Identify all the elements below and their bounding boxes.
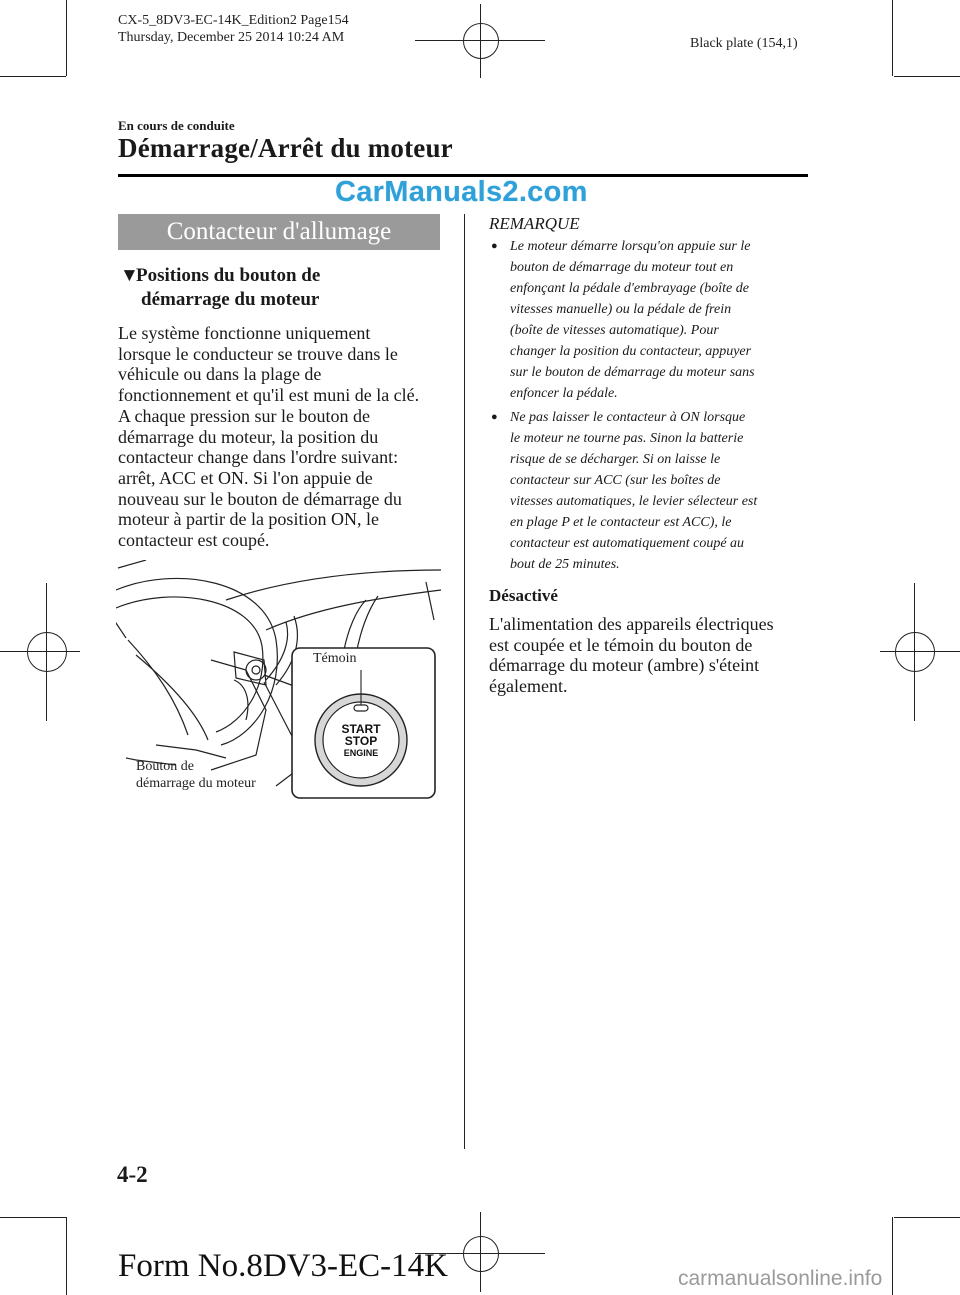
watermark: CarManuals2.com [335, 176, 588, 208]
file-info-line2: Thursday, December 25 2014 10:24 AM [118, 30, 345, 45]
note-line: le moteur ne tourne pas. Sinon la batterie [510, 431, 744, 446]
note-line: sur le bouton de démarrage du moteur sans [510, 365, 755, 380]
button-text-start: START [341, 722, 381, 736]
section-banner: Contacteur d'allumage [118, 214, 440, 250]
note-line: risque de se décharger. Si on laisse le [510, 452, 721, 467]
form-number: Form No.8DV3-EC-14K [118, 1248, 448, 1284]
note-item [489, 407, 804, 575]
start-stop-button-text [321, 723, 401, 759]
note-title: REMARQUE [489, 214, 580, 233]
body-line: A chaque pression sur le bouton de [118, 405, 370, 426]
body-line: arrêt, ACC et ON. Si l'on appuie de [118, 467, 373, 488]
note-line: Le moteur démarre lorsqu'on appuie sur le [510, 239, 751, 254]
note-line: vitesses automatiques, le levier sélecteur est [510, 494, 758, 509]
note-line: changer la position du contacteur, appuyer [510, 344, 752, 359]
start-button-figure [116, 560, 446, 805]
button-text-stop: STOP [344, 734, 378, 748]
subheading-line1: Positions du bouton de [136, 265, 321, 286]
footer-watermark: carmanualsonline.info [678, 1267, 883, 1290]
body-line: fonctionnement et qu'il est muni de la clé. [118, 385, 420, 406]
note-line: bouton de démarrage du moteur tout en [510, 260, 734, 275]
off-line: démarrage du moteur (ambre) s'éteint [489, 655, 760, 676]
triangle-marker-icon: ▼ [120, 265, 139, 286]
off-section-title: Désactivé [489, 586, 558, 605]
body-line: démarrage du moteur, la position du [118, 426, 379, 447]
off-line: également. [489, 676, 568, 697]
note-line: contacteur sur ACC (sur les boîtes de [510, 473, 721, 488]
bullet-icon: ● [491, 411, 498, 423]
column-divider [464, 214, 465, 1149]
bullet-icon: ● [491, 240, 498, 252]
file-info [118, 12, 349, 46]
page-title: Démarrage/Arrêt du moteur [118, 133, 453, 163]
body-line: Le système fonctionne uniquement [118, 323, 371, 343]
subheading [120, 264, 450, 312]
body-line: contacteur est coupé. [118, 530, 270, 551]
off-line: L'alimentation des appareils électriques [489, 614, 774, 634]
note-line: vitesses manuelle) ou la pédale de frein [510, 302, 732, 317]
note-line: bout de 25 minutes. [510, 557, 620, 572]
body-line: nouveau sur le bouton de démarrage du [118, 488, 402, 509]
note-item [489, 236, 804, 404]
button-text-engine: ENGINE [343, 748, 379, 758]
button-label [136, 758, 256, 792]
note-line: (boîte de vitesses automatique). Pour [510, 323, 719, 338]
body-line: véhicule ou dans la plage de [118, 364, 322, 385]
file-info-line1: CX-5_8DV3-EC-14K_Edition2 Page154 [118, 13, 349, 28]
body-line: contacteur change dans l'ordre suivant: [118, 447, 399, 468]
note-line: enfonçant la pédale d'embrayage (boîte de [510, 281, 749, 296]
body-line: lorsque le conducteur se trouve dans le [118, 343, 398, 364]
page-number: 4-2 [117, 1162, 148, 1187]
indicator-label: Témoin [313, 651, 357, 666]
body-line: moteur à partir de la position ON, le [118, 509, 379, 530]
note-line: contacteur est automatiquement coupé au [510, 536, 745, 551]
note-list [489, 236, 804, 578]
off-section-body [489, 614, 799, 697]
note-line: en plage P et le contacteur est ACC), le [510, 515, 732, 530]
body-paragraph [118, 323, 448, 551]
plate-label: Black plate (154,1) [690, 36, 798, 51]
off-line: est coupée et le témoin du bouton de [489, 634, 753, 655]
button-label-line1: Bouton de [136, 759, 194, 774]
section-label: En cours de conduite [118, 118, 235, 133]
button-label-line2: démarrage du moteur [136, 776, 256, 791]
note-line: Ne pas laisser le contacteur à ON lorsque [510, 410, 746, 425]
subheading-line2: démarrage du moteur [141, 289, 320, 310]
note-line: enfoncer la pédale. [510, 386, 618, 401]
